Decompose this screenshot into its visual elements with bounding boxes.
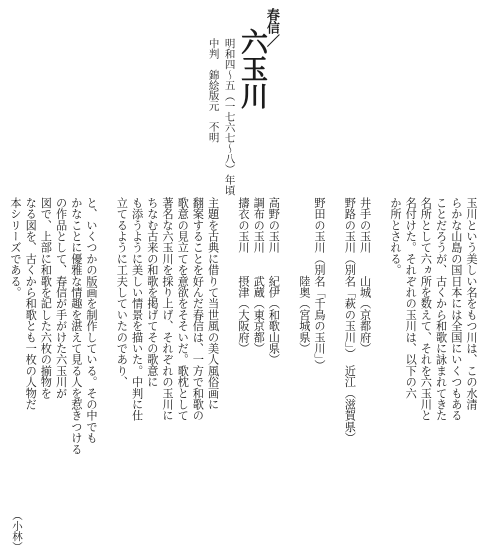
body-text-line: ちなむ古来の和歌を掲げてその歌意に bbox=[145, 197, 159, 388]
body-text-line: 野田の玉川（別名「千鳥の玉川」） bbox=[313, 197, 326, 371]
body-text-line bbox=[221, 197, 235, 537]
body-text-line: 立てるように工夫していたのであり、 bbox=[115, 197, 129, 388]
body-text-line: 翻案することを好んだ春信は、一方で和歌の bbox=[191, 197, 205, 421]
body-text-line: 玉川という美しい名をもつ川は、この水清 bbox=[465, 197, 478, 410]
body-text-line: 著名な六玉川を採り上げ、それぞれの玉川に bbox=[161, 197, 174, 421]
body-text-line: 陸奥（宮城県） bbox=[297, 197, 311, 354]
body-text-line: 歌意の見立てを意欲をそそいだ。歌枕として bbox=[176, 197, 190, 421]
date-line: 明和四～五（一七六七～八）年頃 bbox=[223, 38, 236, 196]
body-text-line: と、いくつかの版画を制作している。その中でも bbox=[85, 197, 98, 444]
body-text-line bbox=[282, 197, 296, 537]
body-text-line: 名所として六ヵ所を数えて、それを六玉川と bbox=[419, 197, 433, 421]
body-text-line bbox=[327, 197, 341, 537]
body-text-line bbox=[99, 197, 113, 537]
page-title: 六玉川 bbox=[236, 28, 267, 109]
body-text-line: の作品として、春信が手がけた六玉川が bbox=[54, 197, 68, 399]
artist-name: 春信／ bbox=[263, 8, 279, 47]
body-text-line: 調布の玉川 武蔵（東京都） bbox=[252, 197, 266, 354]
body-text-line bbox=[373, 197, 387, 537]
body-text-line: か所とされる。 bbox=[389, 197, 402, 276]
body-text-line: なる図を、古くから和歌とも一枚の人物だ bbox=[24, 197, 38, 410]
body-text-line: 主題を古典に借りて当世風の美人風俗画に bbox=[206, 197, 220, 410]
format-line: 中判 錦絵 bbox=[207, 38, 220, 91]
body-text-line: 名付けた。それぞれの玉川は、以下の六 bbox=[404, 197, 418, 399]
body-text-line: ことだろうが、古くから和歌に詠まれてきた bbox=[434, 197, 448, 421]
body-text-line: 野路の玉川（別名「萩の玉川」） 近江（滋賀県） bbox=[343, 197, 357, 444]
body-text-line: 井手の玉川 山城（京都府） bbox=[358, 197, 372, 354]
body-text-line: 図で、上部に和歌を記した六枚の揃物を bbox=[39, 197, 53, 399]
body-text-line: かなことに優雅な情趣を湛えて見る人を惹きつける bbox=[69, 197, 83, 455]
publisher-line: 版元 不明 bbox=[207, 90, 220, 143]
author-signature: （小林） bbox=[11, 510, 23, 552]
body-text-line: 高野の玉川 紀伊（和歌山県） bbox=[267, 197, 281, 365]
body-text-line bbox=[0, 197, 7, 537]
body-text-line: らかな山島の国日本には全国にいくつもある bbox=[449, 197, 463, 421]
body-text-line: 擣衣の玉川 摂津（大阪府） bbox=[237, 197, 250, 354]
body-text-line: も添うように美しい情景を描いた。中判に仕 bbox=[130, 197, 144, 421]
body-text-line: 本シリーズである。 bbox=[9, 197, 22, 298]
